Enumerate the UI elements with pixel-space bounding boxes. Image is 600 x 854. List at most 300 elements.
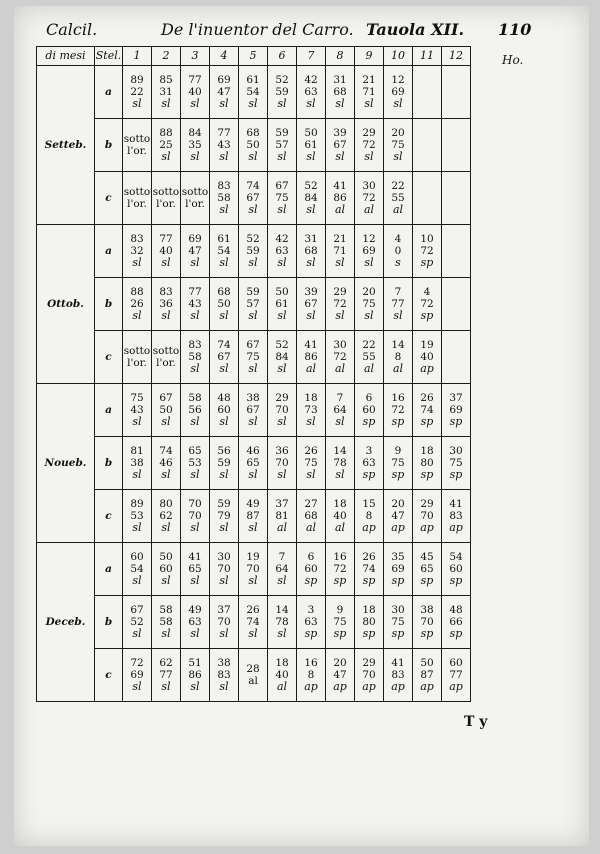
cell-number: 40 [333,510,347,522]
cell-abbr: sl [248,574,258,587]
header-cell-hour: 10 [384,47,413,66]
cell-number: 30 [449,445,463,457]
cell-number: 77 [188,74,202,86]
cell-number: 69 [130,669,144,681]
cell-abbr: sl [190,256,200,269]
cell-number: 3 [365,445,373,457]
value-cell [384,225,413,278]
cell-number: 26 [362,551,376,563]
value-cell [326,225,355,278]
cell-number: 63 [188,616,202,628]
cell-number: 31 [304,233,318,245]
cell-number: 60 [449,657,463,669]
value-cell [384,119,413,172]
cell-abbr: sl [306,256,316,269]
cell-number: 63 [304,86,318,98]
stel-cell: c [95,172,123,225]
value-cell [355,649,384,702]
value-cell [413,225,442,278]
value-cell [181,384,210,437]
value-cell [384,543,413,596]
cell-number: 81 [275,510,289,522]
header-cell-stel: Stel. [95,47,123,66]
cell-number: 70 [188,498,202,510]
cell-abbr: sl [190,97,200,110]
cell-number: 54 [449,551,463,563]
cell-abbr: sl [132,97,142,110]
cell-abbr: sl [277,362,287,375]
value-cell [123,384,152,437]
cell-abbr: sl [277,574,287,587]
cell-abbr: sl [248,415,258,428]
stel-cell: a [95,66,123,119]
cell-number: 50 [246,139,260,151]
cell-number: 72 [391,404,405,416]
value-cell [297,543,326,596]
cell-abbr: sl [335,468,345,481]
header-cell-hour: 2 [152,47,181,66]
cell-abbr: sp [449,574,463,587]
header-title: De l'inuentor del Carro. [161,20,354,39]
cell-number: 68 [217,286,231,298]
value-cell [326,384,355,437]
cell-number: 84 [275,351,289,363]
header-cell-hour: 9 [355,47,384,66]
cell-number: 71 [333,245,347,257]
cell-number: 29 [362,127,376,139]
cell-number: al [248,675,258,687]
value-cell [152,119,181,172]
value-cell [355,278,384,331]
cell-number: 48 [217,392,231,404]
hour-table [36,46,471,702]
value-cell [384,649,413,702]
cell-abbr: sl [190,680,200,693]
cell-number: 47 [217,86,231,98]
value-cell [413,490,442,543]
cell-number: 87 [420,669,434,681]
value-cell [326,543,355,596]
cell-number: 15 [362,498,376,510]
value-cell [384,596,413,649]
cell-abbr: sl [364,256,374,269]
value-cell [210,119,239,172]
value-cell [210,596,239,649]
cell-number: 32 [130,245,144,257]
value-cell [297,384,326,437]
cell-abbr: sp [362,468,376,481]
cell-number: 65 [420,563,434,575]
value-cell [355,490,384,543]
cell-number: 50 [275,286,289,298]
cell-abbr: sl [277,309,287,322]
cell-number: 40 [420,351,434,363]
cell-number: 64 [333,404,347,416]
cell-number: 0 [394,245,402,257]
value-cell [123,119,152,172]
stel-cell: a [95,543,123,596]
cell-number: 41 [333,180,347,192]
value-cell [326,278,355,331]
value-cell [123,172,152,225]
cell-number: sotto [123,345,151,357]
cell-number: 70 [420,510,434,522]
cell-number: l'or. [127,198,147,210]
cell-abbr: sl [132,415,142,428]
cell-number: 75 [391,457,405,469]
cell-number: 36 [275,445,289,457]
value-cell [442,596,471,649]
table-row [37,278,471,331]
cell-number: 53 [130,510,144,522]
cell-abbr: ap [420,521,434,534]
cell-number: 18 [420,445,434,457]
cell-number: 30 [362,180,376,192]
cell-number: 75 [362,298,376,310]
cell-number: 58 [188,392,202,404]
cell-number: 42 [275,233,289,245]
cell-number: l'or. [156,357,176,369]
value-cell [442,649,471,702]
header-left: Calcil. [46,20,98,39]
cell-number: 27 [304,498,318,510]
cell-number: 52 [275,74,289,86]
cell-number: 84 [304,192,318,204]
table-row [37,331,471,384]
value-cell [355,331,384,384]
value-cell [210,66,239,119]
cell-number: 14 [275,604,289,616]
cell-number: 62 [159,657,173,669]
value-cell [268,225,297,278]
value-cell [210,331,239,384]
cell-abbr: sp [420,256,434,269]
cell-number: 60 [304,563,318,575]
value-cell [181,66,210,119]
cell-number: 49 [246,498,260,510]
cell-number: 38 [246,392,260,404]
value-cell [297,225,326,278]
cell-number: sotto [123,186,151,198]
cell-abbr: sl [219,97,229,110]
cell-abbr: sl [161,521,171,534]
cell-number: 38 [420,604,434,616]
cell-number: 29 [362,657,376,669]
value-cell [384,172,413,225]
cell-abbr: sl [277,150,287,163]
cell-number: 70 [217,563,231,575]
value-cell [268,331,297,384]
cell-abbr: ap [420,680,434,693]
table-row [37,384,471,437]
cell-number: 83 [449,510,463,522]
cell-number: 72 [362,192,376,204]
cell-number: 47 [391,510,405,522]
cell-number: 69 [217,74,231,86]
cell-abbr: sp [420,627,434,640]
cell-abbr: sp [391,415,405,428]
cell-number: 41 [449,498,463,510]
cell-number: 80 [159,498,173,510]
value-cell [181,437,210,490]
cell-abbr: sl [364,97,374,110]
cell-abbr: al [305,362,317,375]
cell-number: 6 [365,392,373,404]
value-cell [239,384,268,437]
value-cell [239,66,268,119]
cell-number: 6 [307,551,315,563]
cell-number: 22 [391,180,405,192]
cell-number: 60 [159,563,173,575]
cell-number: 38 [130,457,144,469]
cell-abbr: sl [277,256,287,269]
cell-number: 50 [159,404,173,416]
header-cell-hour: 3 [181,47,210,66]
cell-abbr: sl [248,97,258,110]
value-cell [326,649,355,702]
cell-number: 26 [420,392,434,404]
cell-number: 70 [217,616,231,628]
cell-number: 52 [246,233,260,245]
value-cell [413,437,442,490]
cell-number: 67 [159,392,173,404]
cell-number: 74 [246,180,260,192]
cell-abbr: sl [190,362,200,375]
cell-abbr: ap [362,521,376,534]
cell-number: 29 [333,286,347,298]
value-cell [210,225,239,278]
cell-number: 58 [159,616,173,628]
stel-cell: a [95,384,123,437]
cell-number: 57 [246,298,260,310]
value-cell [297,649,326,702]
cell-number: 10 [420,233,434,245]
cell-number: 36 [159,298,173,310]
header-table-number: Tauola XII. [366,20,465,39]
cell-abbr: sl [161,680,171,693]
value-cell [152,225,181,278]
cell-number: l'or. [127,357,147,369]
cell-number: l'or. [185,198,205,210]
cell-number: 19 [420,339,434,351]
value-cell [297,172,326,225]
cell-number: 67 [304,298,318,310]
cell-abbr: sl [219,150,229,163]
cell-number: 61 [275,298,289,310]
value-cell [152,649,181,702]
value-cell [326,331,355,384]
cell-number: 7 [278,551,286,563]
cell-number: 58 [217,192,231,204]
cell-number: 67 [217,351,231,363]
cell-number: 72 [333,351,347,363]
cell-number: 31 [159,86,173,98]
cell-number: 70 [275,404,289,416]
value-cell [123,225,152,278]
cell-abbr: sl [161,309,171,322]
cell-number: 50 [217,298,231,310]
table-row [37,596,471,649]
cell-abbr: al [276,521,288,534]
cell-number: 16 [391,392,405,404]
cell-abbr: sl [248,150,258,163]
value-cell [442,384,471,437]
cell-number: 60 [130,551,144,563]
cell-number: 83 [159,286,173,298]
value-cell [442,119,471,172]
cell-abbr: sl [190,521,200,534]
header-cell-hour: 12 [442,47,471,66]
cell-number: 70 [275,457,289,469]
cell-number: 35 [188,139,202,151]
cell-number: 28 [246,663,260,675]
value-cell [152,543,181,596]
value-cell [268,172,297,225]
value-cell [268,384,297,437]
table-row [37,437,471,490]
cell-abbr: sl [306,97,316,110]
value-cell [355,66,384,119]
cell-abbr: sl [190,468,200,481]
cell-number: 49 [188,604,202,616]
cell-number: 59 [246,286,260,298]
cell-abbr: sl [248,468,258,481]
cell-number: 85 [159,74,173,86]
stel-cell: b [95,119,123,172]
cell-number: 41 [304,339,318,351]
cell-number: 35 [391,551,405,563]
cell-number: 55 [391,192,405,204]
cell-number: 73 [304,404,318,416]
cell-abbr: sl [364,309,374,322]
cell-abbr: sp [333,574,347,587]
cell-number: 4 [394,233,402,245]
cell-abbr: ap [304,680,318,693]
value-cell [181,119,210,172]
cell-number: 84 [188,127,202,139]
value-cell [297,437,326,490]
cell-number: 46 [159,457,173,469]
value-cell [355,437,384,490]
value-cell [413,119,442,172]
header-cell-hour: 6 [268,47,297,66]
cell-number: 68 [304,510,318,522]
cell-abbr: sl [219,574,229,587]
cell-abbr: sl [161,415,171,428]
header-cell-hour: 4 [210,47,239,66]
cell-abbr: sl [132,521,142,534]
cell-abbr: sl [190,309,200,322]
value-cell [123,437,152,490]
cell-number: 4 [423,286,431,298]
value-cell [326,172,355,225]
cell-number: 37 [449,392,463,404]
value-cell [181,543,210,596]
cell-number: 86 [333,192,347,204]
value-cell [152,66,181,119]
value-cell [442,172,471,225]
cell-number: 83 [188,339,202,351]
cell-number: 59 [275,127,289,139]
cell-number: 77 [188,286,202,298]
cell-abbr: sl [335,150,345,163]
cell-abbr: sp [362,627,376,640]
value-cell [123,596,152,649]
cell-number: 68 [246,127,260,139]
header-cell-ho: Ho. [502,53,524,67]
value-cell [413,278,442,331]
cell-number: 9 [336,604,344,616]
cell-abbr: sl [219,309,229,322]
value-cell [239,172,268,225]
cell-number: 75 [449,457,463,469]
value-cell [442,543,471,596]
cell-number: 57 [275,139,289,151]
cell-number: 45 [420,551,434,563]
cell-abbr: sl [190,415,200,428]
value-cell [239,225,268,278]
cell-number: 78 [275,616,289,628]
cell-number: 63 [275,245,289,257]
cell-number: 67 [246,339,260,351]
stel-cell: b [95,596,123,649]
cell-number: 64 [275,563,289,575]
cell-number: 18 [304,392,318,404]
value-cell [297,490,326,543]
cell-number: 77 [159,233,173,245]
running-header [36,20,539,42]
cell-abbr: sl [248,521,258,534]
value-cell [268,119,297,172]
cell-number: 86 [304,351,318,363]
cell-number: 47 [333,669,347,681]
cell-abbr: sl [132,468,142,481]
cell-number: 72 [130,657,144,669]
value-cell [268,66,297,119]
cell-number: 56 [217,445,231,457]
value-cell [152,596,181,649]
cell-abbr: sl [219,415,229,428]
cell-abbr: sp [420,574,434,587]
cell-number: 48 [449,604,463,616]
cell-number: 83 [391,669,405,681]
value-cell [210,437,239,490]
cell-number: sotto [152,186,180,198]
cell-number: 41 [188,551,202,563]
cell-number: 42 [304,74,318,86]
header-cell-hour: 1 [123,47,152,66]
cell-abbr: ap [333,680,347,693]
stel-cell: a [95,225,123,278]
cell-number: 52 [130,616,144,628]
cell-number: 75 [130,392,144,404]
cell-number: 72 [420,298,434,310]
cell-number: sotto [181,186,209,198]
cell-number: 70 [420,616,434,628]
cell-abbr: sl [190,627,200,640]
value-cell [355,543,384,596]
cell-number: 83 [130,233,144,245]
cell-number: 80 [362,616,376,628]
cell-abbr: al [334,521,346,534]
cell-number: 21 [362,74,376,86]
cell-abbr: sp [420,309,434,322]
cell-number: 40 [275,669,289,681]
cell-number: 74 [159,445,173,457]
cell-number: 63 [304,616,318,628]
cell-number: 3 [307,604,315,616]
cell-abbr: ap [449,680,463,693]
